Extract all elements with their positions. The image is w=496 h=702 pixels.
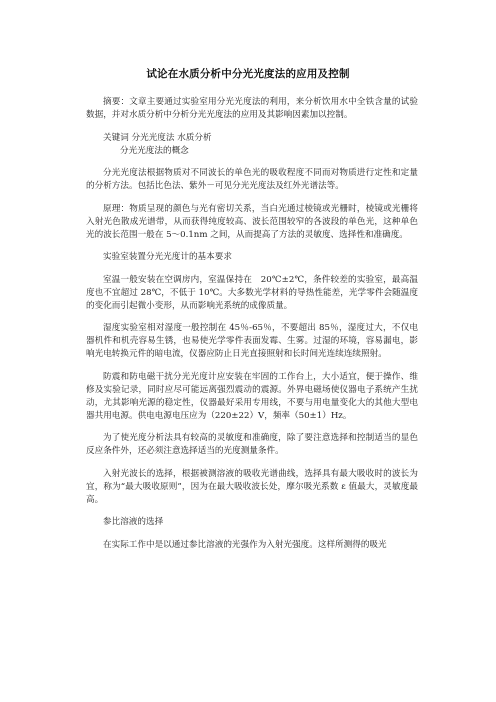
section-heading-reference-solution: 参比溶液的选择: [103, 517, 164, 527]
wavelength-selection-paragraph: 入射光波长的选择，根据被测溶液的吸收光谱曲线，选择具有最大吸收时的波长为宜，称为“最大吸收原则”，因为在最大吸收波长处，摩尔吸光系数 ε 值最大，灵敏度最高。: [86, 468, 418, 505]
document-body: [86, 96, 418, 552]
principle-paragraph: 原理：物质呈现的颜色与光有密切关系，当白光通过棱镜或光栅时，棱镜或光栅将入射光色散成光谱带，从而获得纯度较高、波长范围较窄的各波段的单色光，这种单色光的波长范围一般在 5～0.1nm 之间，从而提高了方法的灵敏度、选择性和准确度。: [86, 203, 418, 240]
concept-paragraph: 分光光度法根据物质对不同波长的单色光的吸收程度不同而对物质进行定性和定量的分析方法。包括比色法、紫外－可见分光光度法及红外光谱法等。: [86, 168, 418, 191]
keywords-line: 关键词 分光光度法 水质分析: [103, 132, 212, 143]
reference-solution-paragraph: 在实际工作中是以通过参比溶液的光强作为入射光强度。这样所测得的吸光: [103, 539, 387, 550]
abstract-paragraph: 摘要：文章主要通过实验室用分光光度法的利用，来分析饮用水中全铁含量的试验数据，并对水质分析中分析分光光度法的应用及其影响因素加以控制。: [86, 97, 418, 120]
section-heading-concept: 分光光度法的概念: [120, 145, 189, 156]
measurement-conditions-paragraph: 为了使光度分析法具有较高的灵敏度和准确度，除了要注意选择和控制适当的显色反应条件外，还必须注意选择适当的光度测量条件。: [86, 433, 418, 456]
section-heading-requirements: 实验室装置分光光度计的基本要求: [103, 252, 232, 262]
document-title: 试论在水质分析中分光光度法的应用及控制: [146, 68, 350, 80]
room-temperature-paragraph: 室温一般安装在空调房内，室温保持在 20℃±2℃，条件较差的实验室，最高温度也不宜超过 28℃，不低于 10℃。大多数光学材料的导热性能差，光学零件会随温度的变化而引起微小变形，从而影响光系统的成像质量。: [86, 274, 418, 311]
humidity-paragraph: 湿度实验室相对湿度一般控制在 45％-65％，不要超出 85％，湿度过大，不仅电器机件和机壳容易生锈，也易使光学零件表面发霉、生雾。过湿的环境，容易漏电，影响光电转换元件的暗电流，仪器应防止日光直接照射和长时间光连续连续照射。: [86, 323, 418, 359]
vibration-emi-paragraph: 防震和防电磁干扰分光光度计应安装在牢固的工作台上，大小适宜，便于操作、维修及实验记录，同时应尽可能远离强烈震动的震源。外界电磁场使仪器电子系统产生扰动，尤其影响光源的稳定性，仪器最好采用专用线，不要与用电量变化大的其他大型电器共用电源。供电电源电压应为（220±22）V，频率（50±1）Hz。: [86, 371, 418, 421]
